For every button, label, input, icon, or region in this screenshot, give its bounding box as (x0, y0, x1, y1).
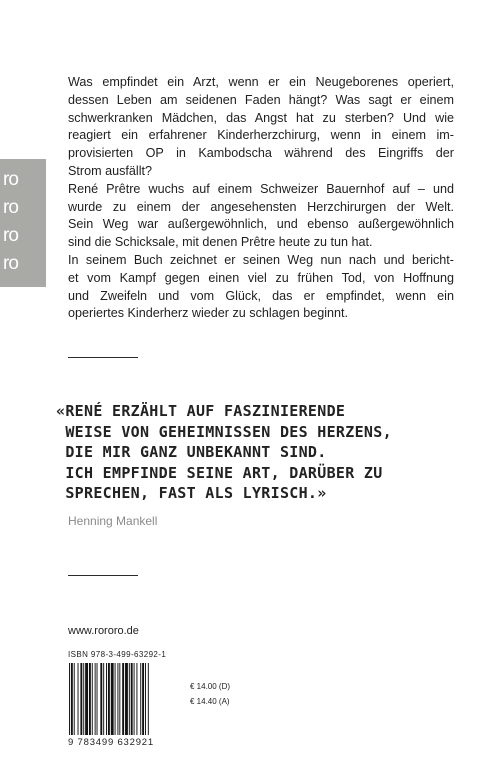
price-germany: € 14.00 (D) (190, 682, 231, 691)
logo-row: ro (3, 197, 18, 218)
blurb-line: et vom Kampf gegen einen viel zu frühen Tod, von Hoffnung (68, 270, 454, 285)
barcode-bar (97, 663, 98, 735)
barcode-bar (115, 663, 116, 735)
blurb-line: reagiert ein erfahrener Kinderherzchirurg, wenn in einem im- (68, 128, 454, 143)
blurb-line: dessen Leben am seidenen Faden hängt? Was sagt er einem (68, 92, 454, 107)
logo-row: ro (3, 225, 18, 246)
barcode-bar (92, 663, 93, 735)
blurb-line: provisierten OP in Kambodscha während des Eingriffs der (68, 146, 454, 161)
blurb-line: schwerkranken Mädchen, das Angst hat zu sterben? Und wie (68, 110, 454, 125)
barcode-bar (74, 663, 75, 735)
blurb-line: wurde zu einem der angesehensten Herzchirurgen der Welt. (68, 199, 454, 214)
blurb-paragraph (68, 252, 454, 323)
blurb-line: operiertes Kinderherz wieder zu schlagen beginnt. (68, 306, 349, 321)
barcode-bar (136, 663, 137, 735)
barcode-bar (119, 663, 120, 735)
barcode-bar (148, 663, 149, 735)
quote-author: Henning Mankell (68, 514, 158, 528)
barcode-bar (71, 663, 73, 735)
blurb-line: Sein Weg war außergewöhnlich, und ebenso außergewöhnlich (68, 217, 454, 232)
divider (68, 575, 138, 576)
blurb-line: Was empfindet ein Arzt, wenn er ein Neugeborenes operiert, (68, 75, 454, 89)
barcode-bar (80, 663, 82, 735)
barcode-bar (134, 663, 135, 735)
barcode-bar (83, 663, 84, 735)
quote-line: WEISE VON GEHEIMNISSEN DES HERZENS, (56, 422, 392, 441)
barcode-bar (125, 663, 128, 735)
blurb-line: und Zweifeln und vom Glück, das er empfindet, wenn ein (68, 288, 454, 303)
pull-quote (56, 401, 392, 504)
barcode-bar (142, 663, 144, 735)
divider (68, 357, 138, 358)
barcode-bar (129, 663, 130, 735)
blurb-paragraph (68, 181, 454, 252)
price-austria: € 14.40 (A) (190, 697, 230, 706)
barcode-bar (95, 663, 96, 735)
isbn-label: ISBN 978-3-499-63292-1 (68, 650, 167, 659)
barcode-bar (122, 663, 124, 735)
barcode-bar (145, 663, 146, 735)
barcode-bar (140, 663, 141, 735)
logo-row: ro (3, 253, 18, 274)
quote-line: DIE MIR GANZ UNBEKANNT SIND. (56, 443, 327, 461)
quote-line: ICH EMPFINDE SEINE ART, DARÜBER ZU (56, 463, 383, 482)
barcode-bar (85, 663, 88, 735)
barcode-bar (78, 663, 79, 735)
barcode-bar (117, 663, 118, 735)
barcode-bar (108, 663, 110, 735)
blurb-line: sind die Schicksale, mit denen Prêtre heute zu tun hat. (68, 235, 373, 250)
blurb-line: In seinem Buch zeichnet er seinen Weg nun nach und bericht- (68, 252, 454, 267)
barcode-bar (103, 663, 104, 735)
barcode-bar (111, 663, 114, 735)
barcode-bar (100, 663, 102, 735)
blurb-line: René Prêtre wuchs auf einem Schweizer Bauernhof auf – und (68, 181, 454, 196)
barcode-digits: 9 783499 632921 (68, 737, 154, 748)
rororo-logo (0, 159, 46, 287)
logo-row: ro (3, 169, 18, 190)
barcode-bar (106, 663, 107, 735)
blurb-paragraph (68, 74, 454, 181)
barcode (68, 663, 183, 738)
barcode-bar (131, 663, 133, 735)
blurb (68, 74, 454, 323)
barcode-bar (89, 663, 91, 735)
quote-line: «RENÉ ERZÄHLT AUF FASZINIERENDE (56, 402, 346, 420)
publisher-url[interactable]: www.rororo.de (68, 625, 139, 637)
blurb-line: Strom ausfällt? (68, 163, 152, 178)
quote-line: SPRECHEN, FAST ALS LYRISCH.» (56, 484, 327, 502)
barcode-bar (69, 663, 70, 735)
